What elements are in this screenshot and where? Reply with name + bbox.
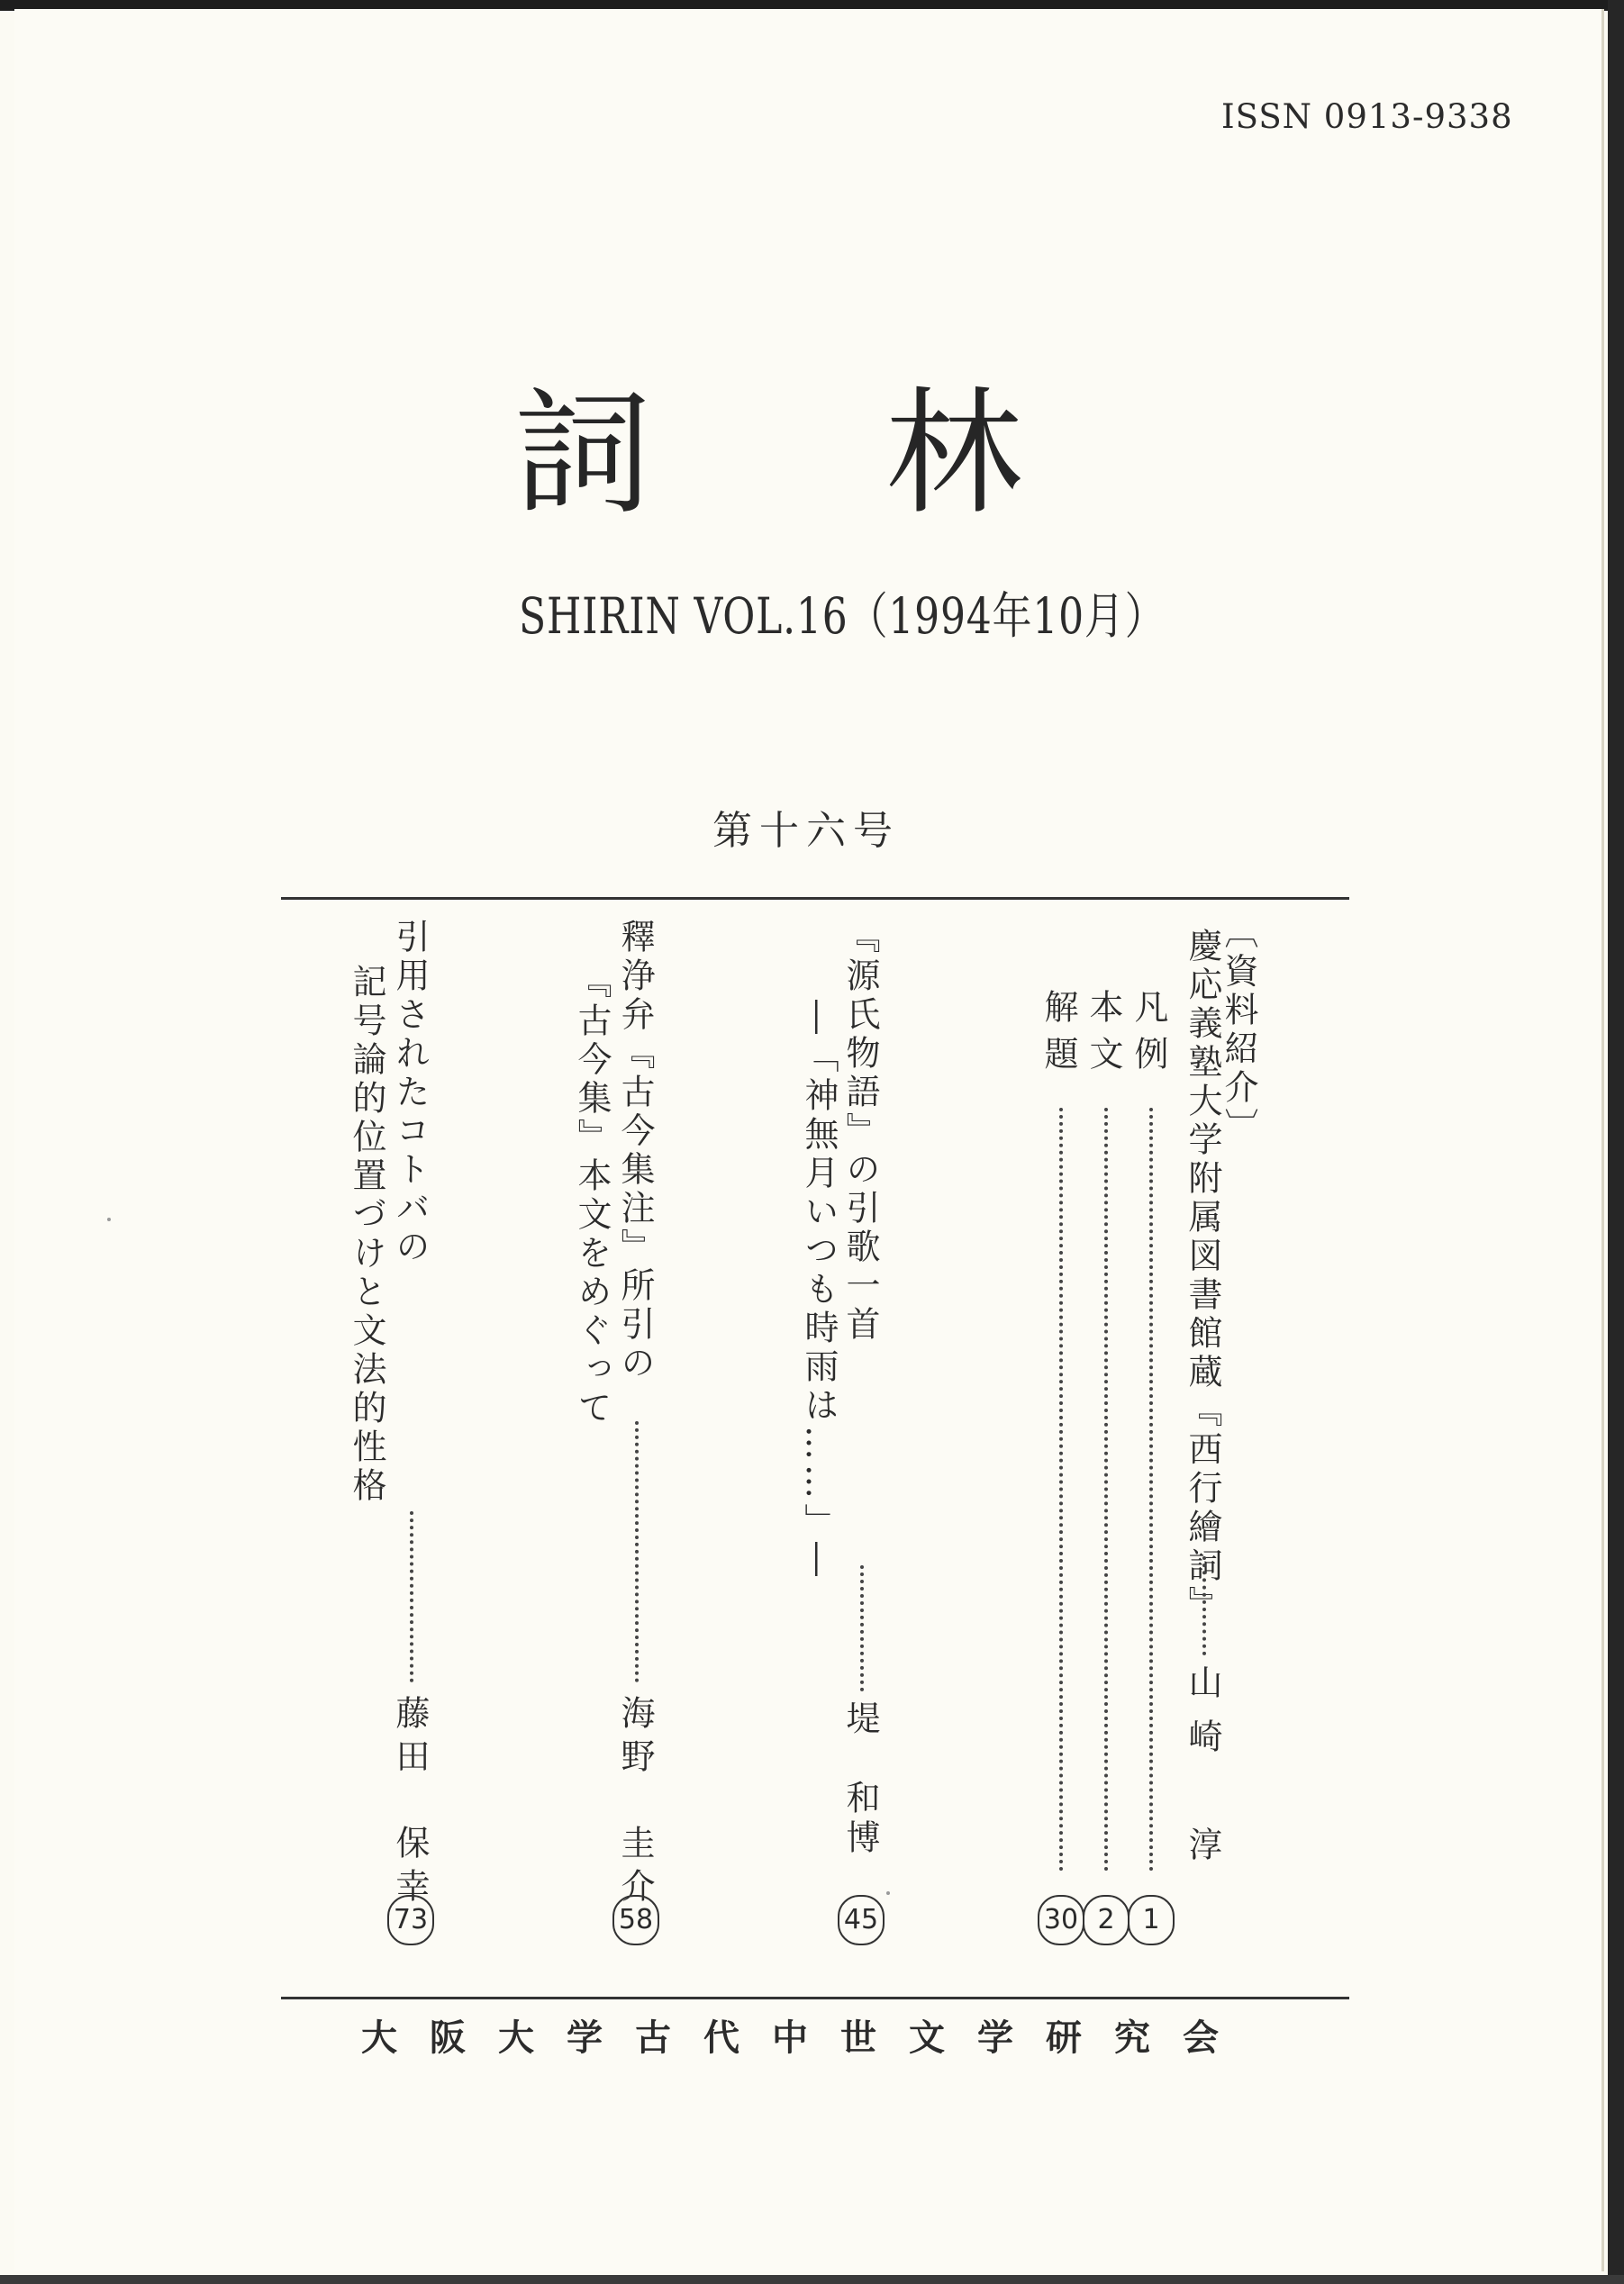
scan-edge-right [1608, 0, 1624, 2284]
toc-item-2-title: 『源氏物語』の引歌一首 [840, 919, 880, 1345]
toc-subitem-2-page: 2 [1083, 1895, 1130, 1945]
toc-item-3-author: 海野 圭介 [615, 1695, 655, 1911]
toc-item-1-author: 山崎 淳 [1183, 1664, 1222, 1881]
scan-edge-bottom [0, 2275, 1624, 2284]
publisher-name: 大阪大学古代中世文学研究会 [361, 2017, 1251, 2059]
toc-top-rule [281, 897, 1349, 900]
toc-item-4-title-line2: 記号論的位置づけと文法的性格 [347, 964, 386, 1506]
issue-number: 第十六号 [712, 808, 900, 854]
toc-item-2-subtitle: ―「神無月いつも時雨は……」― [799, 1000, 839, 1581]
toc-item-1-title: 慶応義塾大学附属図書館蔵『西行繪詞』 [1183, 928, 1222, 1625]
toc-item-4-title: 引用されたコトバの [390, 919, 430, 1267]
toc-subitem-2-title: 本文 [1084, 989, 1123, 1083]
journal-title: 詞林 [514, 374, 1257, 533]
toc-item-2-leader [860, 1565, 864, 1691]
toc-item-1-leader [1202, 1556, 1206, 1655]
toc-item-3-title: 釋浄弁『古今集注』所引の [615, 919, 655, 1383]
toc-item-2-author: 堤 和博 [840, 1700, 880, 1859]
toc-subitem-1-leader [1149, 1108, 1153, 1872]
toc-item-3-page: 58 [612, 1895, 659, 1945]
toc-item-3-title-line2: 『古今集』本文をめぐって [572, 964, 612, 1428]
journal-subtitle: SHIRIN VOL.16（1994年10月） [519, 587, 1166, 645]
toc-item-4-author: 藤田 保幸 [390, 1695, 430, 1911]
toc-subitem-1-title: 凡例 [1129, 989, 1168, 1083]
toc-item-4-leader [410, 1511, 413, 1682]
paper-speck [107, 1218, 111, 1221]
toc-item-3-leader [635, 1421, 639, 1682]
toc-subitem-3-title: 解題 [1039, 989, 1078, 1083]
toc-item-2-page: 45 [838, 1895, 885, 1945]
issn-number: ISSN 0913-9338 [1221, 97, 1513, 136]
toc-item-4-page: 73 [387, 1895, 434, 1945]
cover-page [14, 9, 1604, 2271]
toc-section-label: 〔資料紹介〕 [1219, 914, 1258, 1147]
toc-subitem-2-leader [1104, 1108, 1108, 1872]
toc-bottom-rule [281, 1997, 1349, 1999]
toc-subitem-1-page: 1 [1128, 1895, 1175, 1945]
paper-speck [886, 1891, 890, 1895]
toc-subitem-3-leader [1059, 1108, 1063, 1872]
toc-subitem-3-page: 30 [1038, 1895, 1084, 1945]
